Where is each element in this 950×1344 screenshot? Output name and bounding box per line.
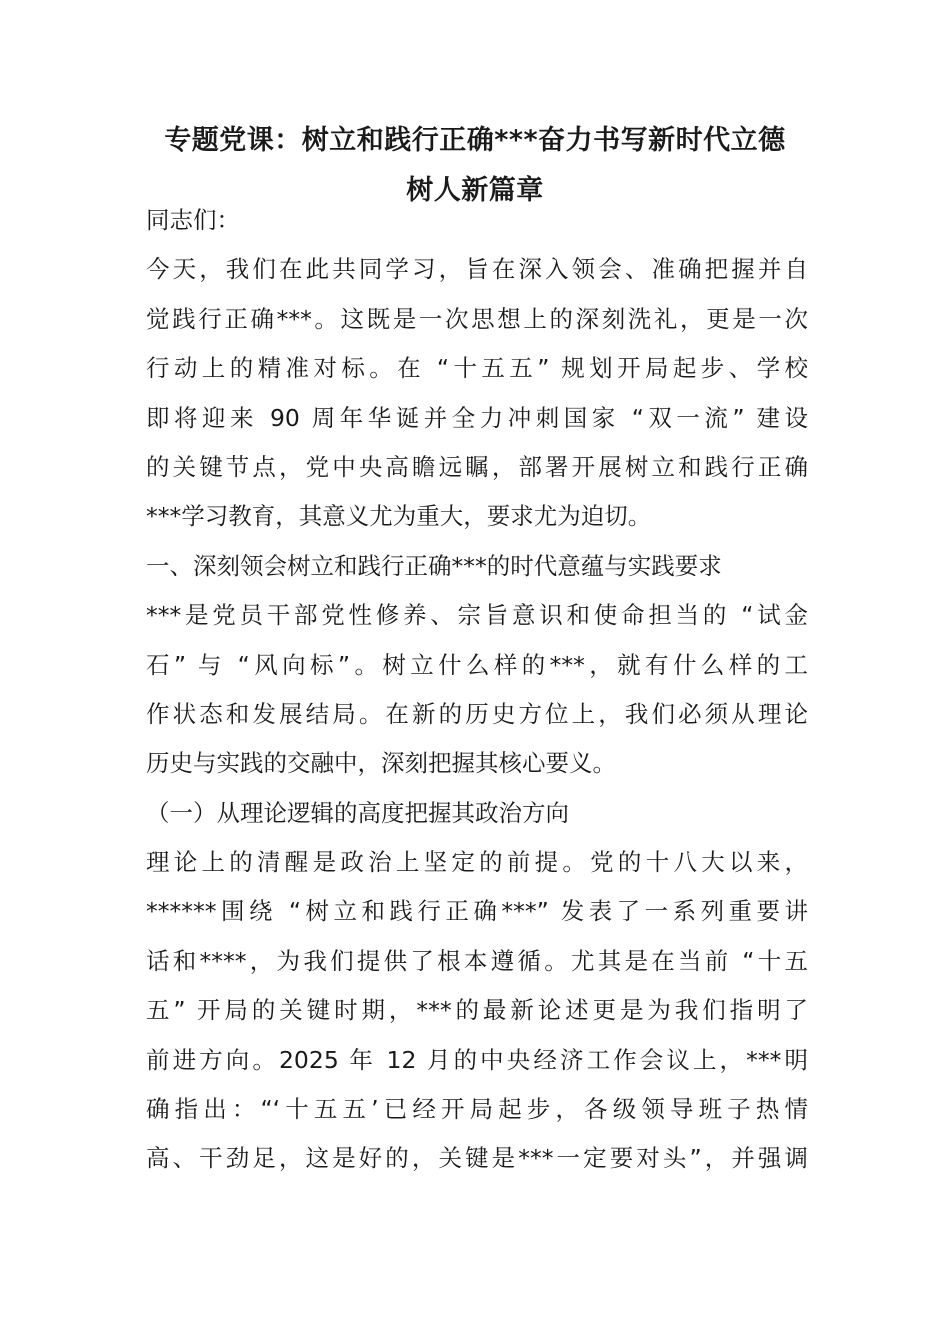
- text-line: 理论上的清醒是政治上坚定的前提。党的十八大以来，: [146, 848, 808, 877]
- text-line: 历史与实践的交融中，深刻把握其核心要义。: [146, 749, 616, 778]
- title-line-1: 专题党课：树立和践行正确***奋力书写新时代立德: [164, 125, 786, 156]
- text-line: ***学习教育，其意义尤为重大，要求尤为迫切。: [146, 502, 652, 531]
- text-line: ******围绕 “树立和践行正确***” 发表了一系列重要讲: [146, 897, 808, 926]
- section-heading: 一、深刻领会树立和践行正确***的时代意蕴与实践要求: [146, 551, 722, 580]
- text-line: 觉践行正确***。这既是一次思想上的深刻洗礼，更是一次: [146, 304, 808, 333]
- salutation: 同志们：: [146, 206, 240, 234]
- text-line: 行动上的精准对标。在 “十五五” 规划开局起步、学校: [146, 354, 808, 383]
- text-line: 即将迎来 90 周年华诞并全力冲刺国家 “双一流” 建设: [146, 403, 808, 432]
- text-line: ***是党员干部党性修养、宗旨意识和使命担当的 “试金: [146, 601, 808, 630]
- text-line: 石” 与 “风向标”。树立什么样的***，就有什么样的工: [146, 650, 808, 679]
- text-line: 话和****，为我们提供了根本遵循。尤其是在当前 “十五: [146, 946, 808, 975]
- text-line: 前进方向。2025 年 12 月的中央经济工作会议上，***明: [146, 1045, 808, 1074]
- document-body: [146, 196, 808, 1184]
- subsection-heading: （一）从理论逻辑的高度把握其政治方向: [146, 798, 569, 827]
- text-line: 今天，我们在此共同学习，旨在深入领会、准确把握并自: [146, 255, 808, 284]
- text-line: 五” 开局的关键时期，***的最新论述更是为我们指明了: [146, 996, 808, 1025]
- text-line: 确指出：“‘十五五’已经开局起步，各级领导班子热情: [146, 1095, 808, 1124]
- text-line: 高、干劲足，这是好的，关键是***一定要对头”，并强调: [146, 1144, 808, 1173]
- text-line: 作状态和发展结局。在新的历史方位上，我们必须从理论: [146, 699, 808, 728]
- text-line: 的关键节点，党中央高瞻远瞩，部署开展树立和践行正确: [146, 452, 808, 481]
- title-line-2: 树人新篇章: [406, 175, 544, 206]
